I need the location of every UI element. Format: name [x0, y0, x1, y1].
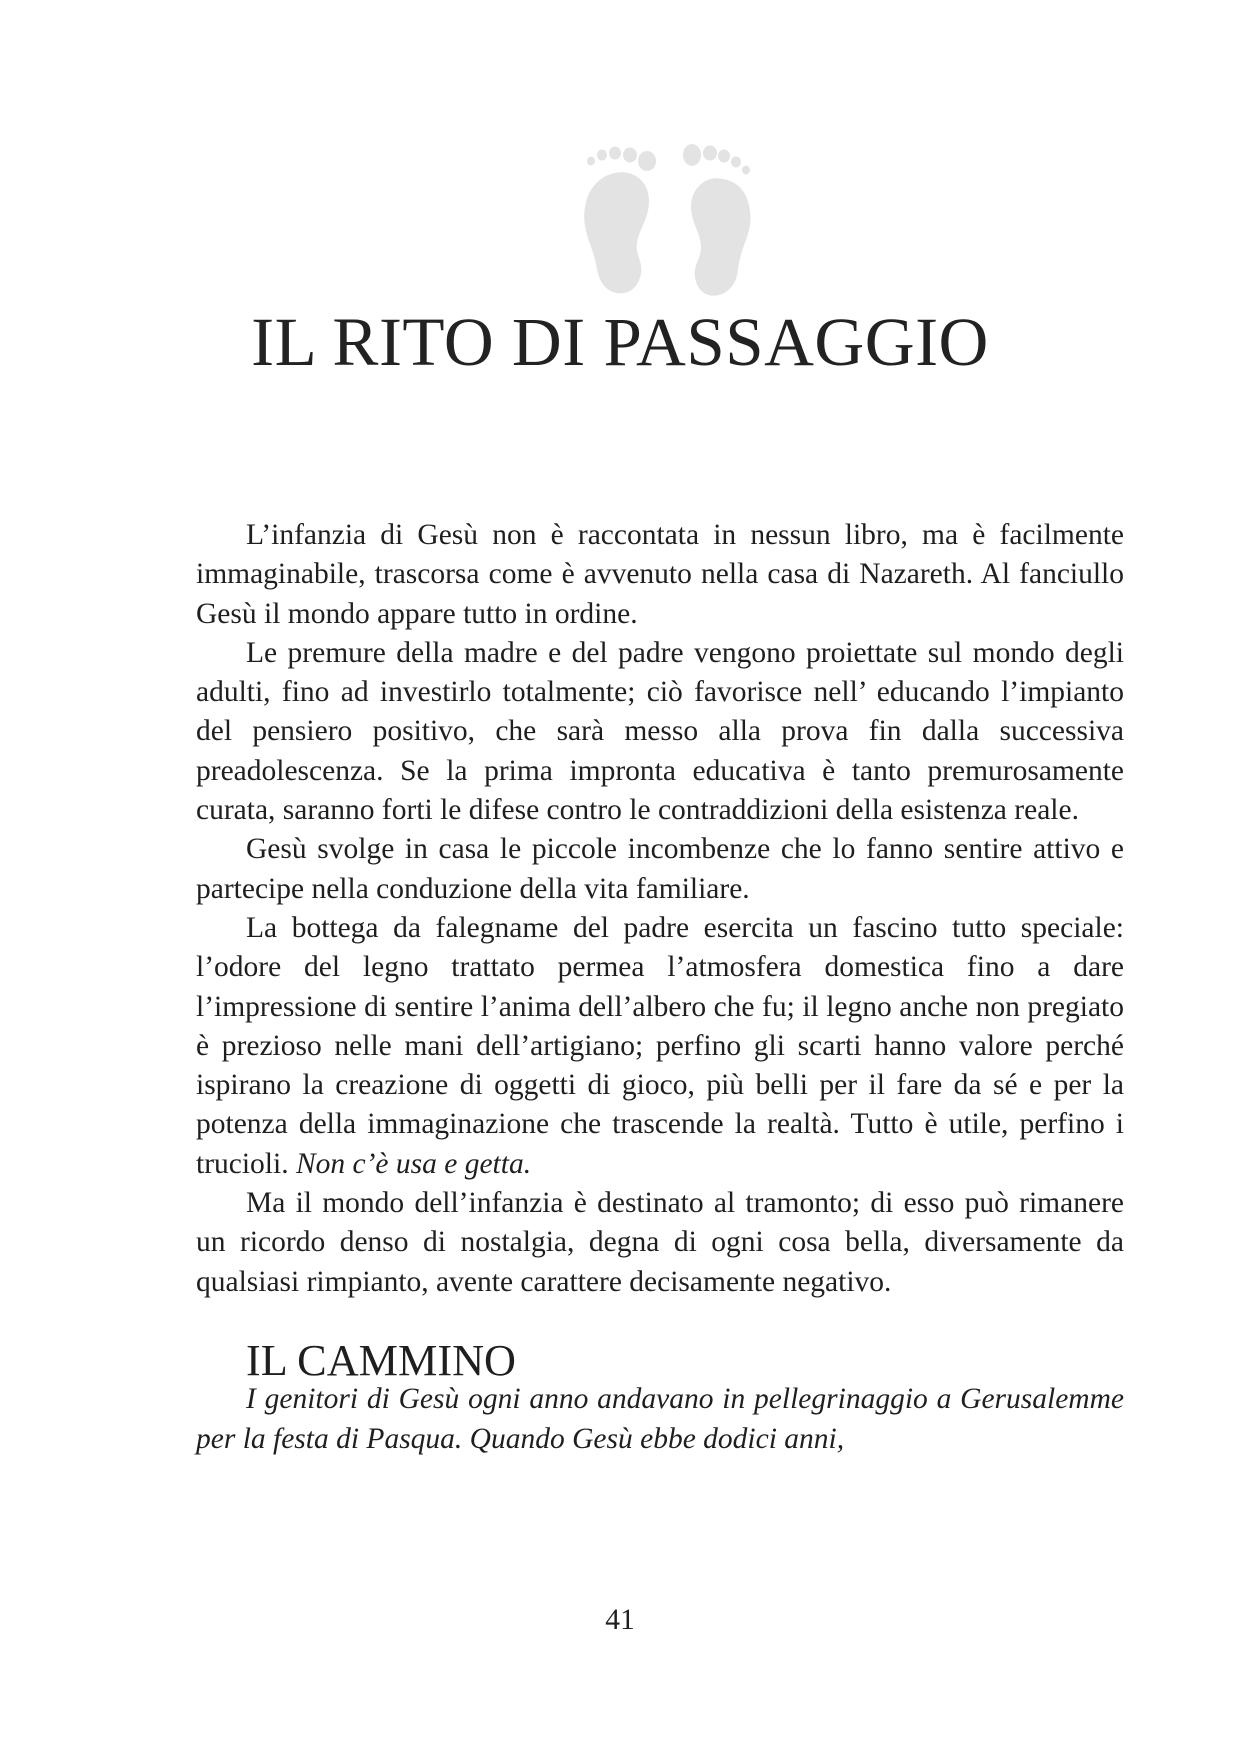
chapter-title: IL RITO DI PASSAGGIO: [251, 304, 989, 380]
paragraph: Ma il mondo dell’infanzia è destinato al tramonto; di esso può rimanere un ricordo denso di nostalgia, degna di ogni cosa bella, diversamente da qualsiasi rimpianto, avente carattere decisamente negativo.: [196, 1187, 1124, 1298]
footprints-icon: [575, 135, 765, 300]
section-heading: IL CAMMINO: [246, 1335, 516, 1385]
page-number: 41: [605, 1604, 635, 1636]
scripture-quote: I genitori di Gesù ogni anno andavano in pellegrinaggio a Gerusalemme per la festa di Pasqua. Quando Gesù ebbe dodici anni,: [196, 1383, 1124, 1455]
paragraph: [196, 909, 1124, 1184]
paragraph-text: La bottega da falegname del padre esercita un fascino tutto speciale: l’odore del legno trattato permea l’atmosfera domestica fino a dare l’impressione di sentire l’anima dell’albero che fu; il legno anche non pregiato è prezioso nelle mani dell’artigiano; perfino gli scarti hanno valore perché ispirano la creazione di oggetti di gioco, più belli per il fare da sé e per la potenza della immaginazione che trascende la realtà. Tutto è utile, perfino i trucioli.: [196, 911, 1124, 1180]
paragraph: Le premure della madre e del padre vengono proiettate sul mondo degli adulti, fino ad investirlo totalmente; ciò favorisce nell’ educando l’impianto del pensiero positivo, che sarà messo alla prova fin dalla successiva preadolescenza. Se la prima impronta educativa è tanto premurosamente curata, saranno forti le difese contro le contraddizioni della esistenza reale.: [196, 636, 1124, 827]
body-text: [196, 516, 1124, 1459]
paragraph: Gesù svolge in casa le piccole incombenze che lo fanno sentire attivo e partecipe nella conduzione della vita familiare.: [196, 833, 1124, 905]
paragraph: L’infanzia di Gesù non è raccontata in nessun libro, ma è facilmente immaginabile, trascorsa come è avvenuto nella casa di Nazareth. Al fanciullo Gesù il mondo appare tutto in ordine.: [196, 519, 1124, 630]
italic-phrase: Non c’è usa e getta.: [295, 1147, 532, 1180]
